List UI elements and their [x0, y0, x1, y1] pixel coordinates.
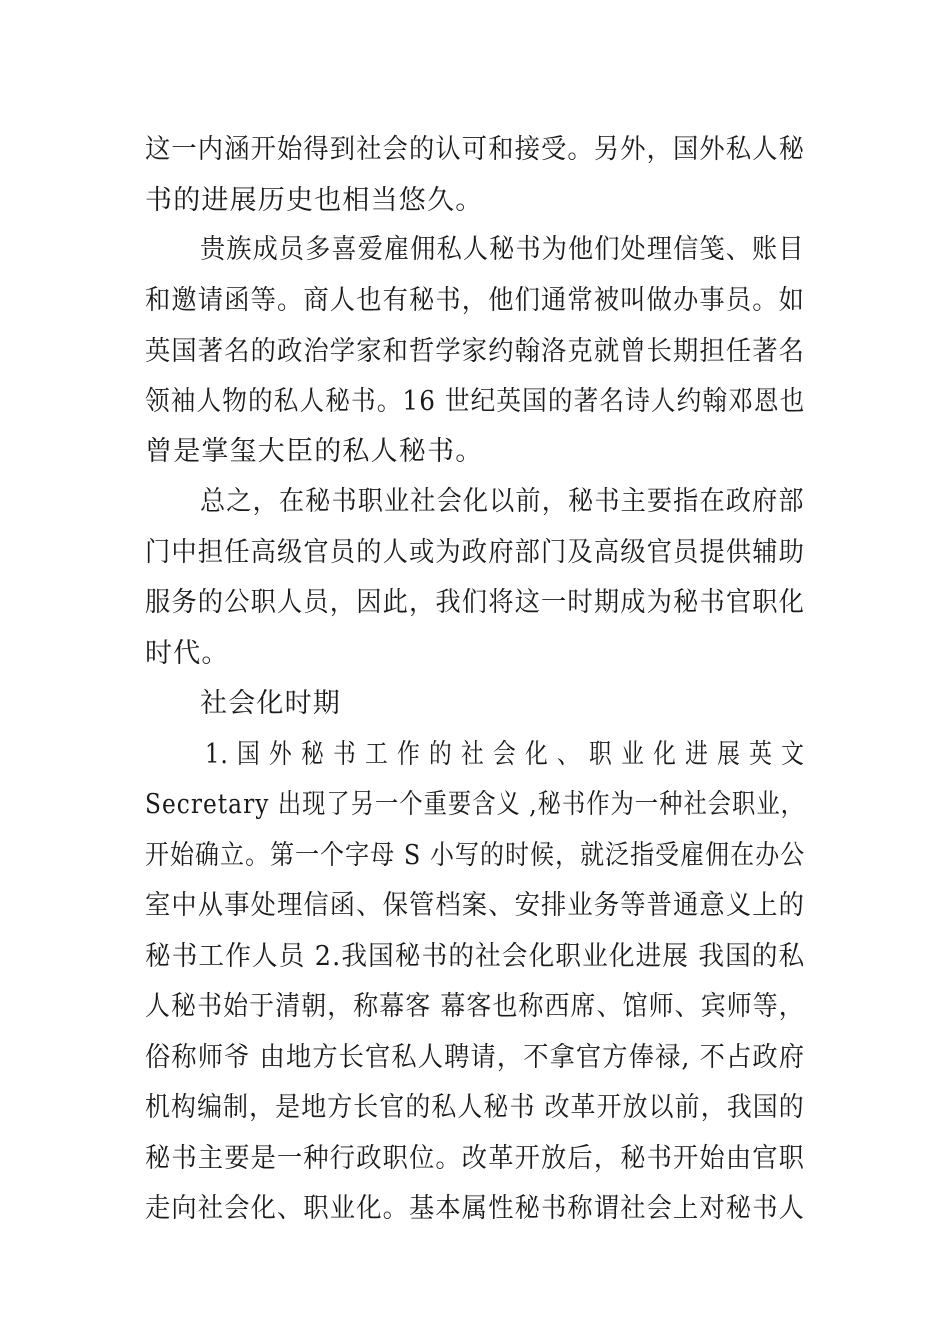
text-line: 领袖人物的私人秘书。16 世纪英国的著名诗人约翰邓恩也: [145, 386, 806, 417]
text-line: 和邀请函等。商人也有秘书，他们通常被叫做办事员。如: [145, 285, 806, 316]
paragraph-start-line: 1. 国 外 秘 书 工 作 的 社 会 化 、 职 业 化 进 展 英 文: [205, 739, 805, 770]
text-line: Secretary 出现了另一个重要含义 ,秘书作为一种社会职业，: [145, 789, 805, 820]
paragraph-start-line: 贵族成员多喜爱雇佣私人秘书为他们处理信笺、账目: [200, 234, 805, 265]
text-line: 走向社会化、职业化。基本属性秘书称谓社会上对秘书人: [145, 1193, 806, 1224]
text-line: 英国著名的政治学家和哲学家约翰洛克就曾长期担任著名: [145, 336, 806, 367]
section-heading: 社会化时期: [200, 688, 341, 719]
paragraph-start-line: 总之，在秘书职业社会化以前，秘书主要指在政府部: [200, 486, 805, 517]
text-line: 这一内涵开始得到社会的认可和接受。另外，国外私人秘: [145, 134, 806, 165]
text-line: 开始确立。第一个字母 S 小写的时候，就泛指受雇佣在办公: [145, 840, 806, 871]
text-line: 门中担任高级官员的人或为政府部门及高级官员提供辅助: [145, 537, 806, 568]
text-line: 时代。: [145, 638, 230, 669]
text-line: 服务的公职人员，因此，我们将这一时期成为秘书官职化: [145, 587, 806, 618]
text-line: 书的进展历史也相当悠久。: [145, 185, 484, 216]
text-line: 室中从事处理信函、保管档案、安排业务等普通意义上的: [145, 890, 806, 921]
text-line: 曾是掌玺大臣的私人秘书。: [145, 436, 484, 467]
text-line: 机构编制，是地方长官的私人秘书 改革开放以前，我国的: [145, 1092, 805, 1123]
text-line: 秘书主要是一种行政职位。改革开放后，秘书开始由官职: [145, 1143, 806, 1174]
text-line: 秘书工作人员 2.我国秘书的社会化职业化进展 我国的私: [145, 941, 806, 972]
text-line: 人秘书始于清朝，称幕客 幕客也称西席、馆师、宾师等，: [145, 991, 805, 1022]
text-line: 俗称师爷 由地方长官私人聘请，不拿官方俸禄, 不占政府: [145, 1042, 806, 1073]
